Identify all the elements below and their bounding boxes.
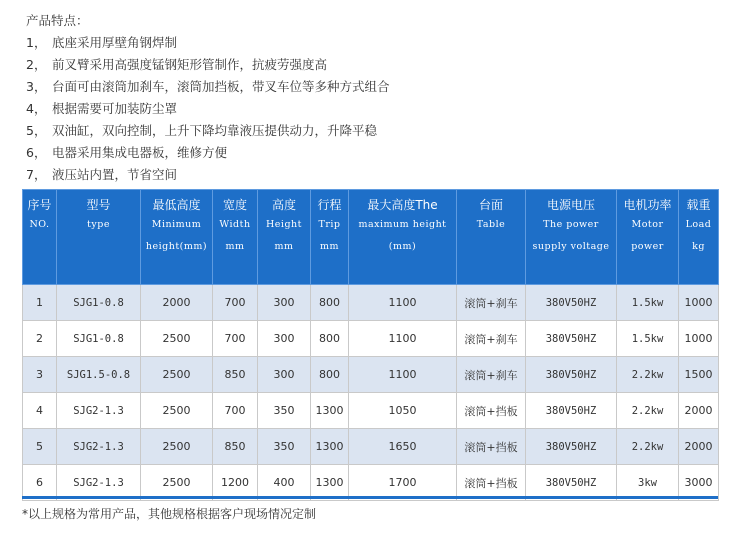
table-cell: 4 xyxy=(23,393,57,429)
table-cell: 380V50HZ xyxy=(526,465,617,501)
feature-number: 2， xyxy=(26,57,47,72)
table-cell: 800 xyxy=(311,357,349,393)
column-header-en: Trip mm xyxy=(318,219,341,252)
feature-number: 3， xyxy=(26,79,47,94)
table-cell: 2500 xyxy=(141,357,213,393)
table-cell: 1.5kw xyxy=(617,285,679,321)
column-header xyxy=(57,190,141,285)
table-cell: 2.2kw xyxy=(617,393,679,429)
table-cell: 1000 xyxy=(679,285,719,321)
feature-item xyxy=(26,120,390,142)
table-cell: SJG1.5-0.8 xyxy=(57,357,141,393)
table-cell: 850 xyxy=(213,429,258,465)
feature-item xyxy=(26,54,390,76)
column-header-en: Height mm xyxy=(266,219,302,252)
features-title: 产品特点： xyxy=(26,13,89,28)
table-cell: 700 xyxy=(213,393,258,429)
column-header-cn: 最大高度The xyxy=(367,198,438,212)
table-row xyxy=(23,393,719,429)
column-header xyxy=(526,190,617,285)
table-cell: 380V50HZ xyxy=(526,393,617,429)
column-header xyxy=(258,190,311,285)
table-cell: 350 xyxy=(258,393,311,429)
table-row xyxy=(23,357,719,393)
table-cell: SJG1-0.8 xyxy=(57,321,141,357)
column-header-cn: 电机功率 xyxy=(623,198,672,212)
table-cell: 380V50HZ xyxy=(526,285,617,321)
table-cell: 滚筒+挡板 xyxy=(457,465,526,501)
column-header-cn: 载重 xyxy=(686,198,711,212)
feature-item xyxy=(26,98,390,120)
table-cell: 2500 xyxy=(141,429,213,465)
features-list xyxy=(26,32,390,186)
column-header xyxy=(457,190,526,285)
table-cell: 1100 xyxy=(349,357,457,393)
column-header xyxy=(617,190,679,285)
column-header-cn: 高度 xyxy=(271,198,296,212)
table-cell: 2000 xyxy=(679,429,719,465)
feature-text: 前叉臂采用高强度锰钢矩形管制作，抗疲劳强度高 xyxy=(52,57,328,72)
table-cell: 1050 xyxy=(349,393,457,429)
table-body xyxy=(23,285,719,501)
column-header xyxy=(141,190,213,285)
table-cell: 滚筒+挡板 xyxy=(457,393,526,429)
table-cell: 800 xyxy=(311,285,349,321)
table-cell: 2500 xyxy=(141,465,213,501)
feature-number: 4， xyxy=(26,101,47,116)
column-header-en: maximum height (mm) xyxy=(358,219,447,252)
table-cell: 800 xyxy=(311,321,349,357)
table-row xyxy=(23,321,719,357)
table-cell: 2000 xyxy=(141,285,213,321)
table-cell: 400 xyxy=(258,465,311,501)
table-cell: 1300 xyxy=(311,465,349,501)
footnote: *以上规格为常用产品，其他规格根据客户现场情况定制 xyxy=(22,507,317,521)
column-header xyxy=(679,190,719,285)
feature-number: 5， xyxy=(26,123,47,138)
column-header-en: Motor power xyxy=(631,219,664,252)
table-bottom-bar xyxy=(22,496,718,499)
column-header-en: Minimum height(mm) xyxy=(145,219,208,252)
feature-text: 台面可由滚筒加刹车，滚筒加挡板，带叉车位等多种方式组合 xyxy=(52,79,390,94)
table-cell: 1100 xyxy=(349,285,457,321)
column-header-cn: 型号 xyxy=(86,198,111,212)
table-cell: 6 xyxy=(23,465,57,501)
spec-table xyxy=(22,189,719,501)
table-cell: 1000 xyxy=(679,321,719,357)
table-cell: 350 xyxy=(258,429,311,465)
feature-text: 底座采用厚壁角钢焊制 xyxy=(52,35,178,50)
table-cell: 380V50HZ xyxy=(526,429,617,465)
table-cell: 2500 xyxy=(141,393,213,429)
table-cell: SJG2-1.3 xyxy=(57,465,141,501)
table-cell: 2.2kw xyxy=(617,357,679,393)
table-cell: 滚筒+挡板 xyxy=(457,429,526,465)
table-cell: 1700 xyxy=(349,465,457,501)
column-header-en: The power supply voltage xyxy=(532,219,610,252)
feature-item xyxy=(26,76,390,98)
feature-number: 1， xyxy=(26,35,47,50)
feature-number: 7， xyxy=(26,167,47,182)
table-cell: 3 xyxy=(23,357,57,393)
column-header xyxy=(311,190,349,285)
table-cell: 1100 xyxy=(349,321,457,357)
feature-text: 根据需要可加装防尘罩 xyxy=(52,101,178,116)
feature-item xyxy=(26,32,390,54)
column-header-en: Load kg xyxy=(685,219,712,252)
table-cell: 3kw xyxy=(617,465,679,501)
table-cell: 滚筒+刹车 xyxy=(457,357,526,393)
table-cell: 1.5kw xyxy=(617,321,679,357)
column-header-cn: 电源电压 xyxy=(546,198,595,212)
table-cell: 300 xyxy=(258,321,311,357)
feature-item xyxy=(26,142,390,164)
column-header-cn: 序号 xyxy=(27,198,52,212)
feature-text: 双油缸，双向控制，上升下降均靠液压提供动力，升降平稳 xyxy=(52,123,378,138)
feature-item xyxy=(26,164,390,186)
column-header xyxy=(213,190,258,285)
table-cell: 5 xyxy=(23,429,57,465)
table-cell: 1200 xyxy=(213,465,258,501)
column-header-en: NO. xyxy=(29,219,50,230)
table-cell: 300 xyxy=(258,357,311,393)
column-header-en: type xyxy=(87,219,110,230)
table-cell: 2000 xyxy=(679,393,719,429)
table-cell: 滚筒+刹车 xyxy=(457,321,526,357)
table-cell: 1650 xyxy=(349,429,457,465)
column-header-en: Table xyxy=(476,219,506,230)
table-cell: 2500 xyxy=(141,321,213,357)
table-cell: 1300 xyxy=(311,429,349,465)
table-cell: 380V50HZ xyxy=(526,357,617,393)
column-header-cn: 行程 xyxy=(317,198,342,212)
table-cell: 380V50HZ xyxy=(526,321,617,357)
table-cell: 1300 xyxy=(311,393,349,429)
column-header-cn: 台面 xyxy=(478,198,503,212)
table-cell: 300 xyxy=(258,285,311,321)
table-header-row xyxy=(23,190,719,285)
column-header-cn: 宽度 xyxy=(222,198,247,212)
table-cell: 3000 xyxy=(679,465,719,501)
table-cell: 滚筒+刹车 xyxy=(457,285,526,321)
feature-number: 6， xyxy=(26,145,47,160)
table-row xyxy=(23,429,719,465)
table-row xyxy=(23,285,719,321)
column-header-en: Width mm xyxy=(219,219,251,252)
table-cell: 700 xyxy=(213,321,258,357)
feature-text: 液压站内置，节省空间 xyxy=(52,167,178,182)
table-cell: 2.2kw xyxy=(617,429,679,465)
table-cell: 850 xyxy=(213,357,258,393)
product-features xyxy=(26,10,390,186)
table-cell: 700 xyxy=(213,285,258,321)
table-cell: 2 xyxy=(23,321,57,357)
table-cell: SJG2-1.3 xyxy=(57,429,141,465)
table-cell: SJG1-0.8 xyxy=(57,285,141,321)
table-cell: 1 xyxy=(23,285,57,321)
column-header xyxy=(349,190,457,285)
column-header xyxy=(23,190,57,285)
table-cell: 1500 xyxy=(679,357,719,393)
column-header-cn: 最低高度 xyxy=(152,198,201,212)
table-cell: SJG2-1.3 xyxy=(57,393,141,429)
feature-text: 电器采用集成电器板，维修方便 xyxy=(52,145,228,160)
